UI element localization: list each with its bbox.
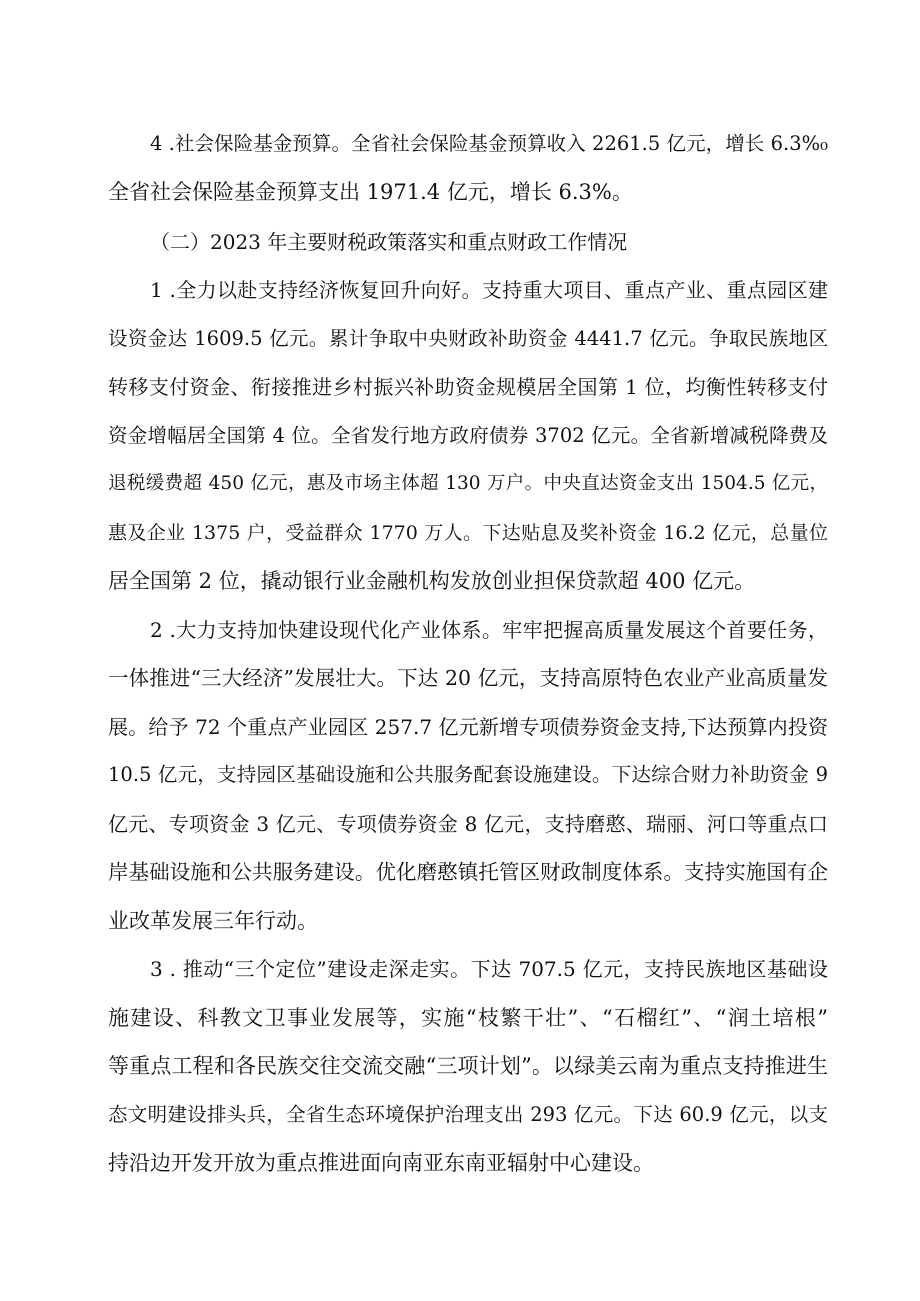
item1-line-1: 1 .全力以赴支持经济恢复回升向好。支持重大项目、重点产业、重点园区建 [150,278,828,302]
item3-line-1: 3 . 推动“三个定位”建设走深走实。下达 707.5 亿元，支持民族地区基础设 [150,957,828,981]
item1-line-7: 居全国第 2 位，撬动银行业金融机构发放创业担保贷款超 400 亿元。 [108,569,756,593]
item3-line-2: 施建设、科教文卫事业发展等，实施“枝繁干壮”、“石榴红”、“润土培根” [108,1006,828,1030]
item1-line-3: 转移支付资金、衔接推进乡村振兴补助资金规模居全国第 1 位，均衡性转移支付 [108,375,828,399]
item2-line-1: 2 .大力支持加快建设现代化产业体系。牢牢把握高质量发展这个首要任务， [150,618,828,642]
item2-line-7: 业改革发展三年行动。 [108,909,318,933]
section-heading: （二）2023 年主要财税政策落实和重点财政工作情况 [150,230,628,254]
item3-line-4: 态文明建设排头兵，全省生态环境保护治理支出 293 亿元。下达 60.9 亿元，以支 [108,1103,828,1126]
item1-line-2: 设资金达 1609.5 亿元。累计争取中央财政补助资金 4441.7 亿元。争取民族地区 [108,327,828,350]
item2-line-6: 岸基础设施和公共服务建设。优化磨憨镇托管区财政制度体系。支持实施国有企 [108,860,828,884]
item3-line-3: 等重点工程和各民族交往交流交融“三项计划”。以绿美云南为重点支持推进生 [108,1054,828,1078]
item1-line-5: 退税缓费超 450 亿元，惠及市场主体超 130 万户。中央直达资金支出 1504.5 亿元， [108,473,828,494]
item2-line-5: 亿元、专项资金 3 亿元、专项债券资金 8 亿元，支持磨憨、瑞丽、河口等重点口 [108,812,828,836]
item1-line-4: 资金增幅居全国第 4 位。全省发行地方政府债券 3702 亿元。全省新增减税降费及 [108,424,828,447]
item2-line-2: 一体推进“三大经济”发展壮大。下达 20 亿元，支持高原特色农业产业高质量发 [108,666,828,690]
item2-line-3: 展。给予 72 个重点产业园区 257.7 亿元新增专项债券资金支持,下达预算内投资 [108,715,828,739]
para4-line-1: 4 .社会保险基金预算。全省社会保险基金预算收入 2261.5 亿元，增长 6.3%₀ [150,132,828,155]
item2-line-4: 10.5 亿元，支持园区基础设施和公共服务配套设施建设。下达综合财力补助资金 9 [108,763,828,786]
item3-line-5: 持沿边开发开放为重点推进面向南亚东南亚辐射中心建设。 [108,1151,654,1175]
para4-line-2: 全省社会保险基金预算支出 1971.4 亿元，增长 6.3%。 [108,180,633,204]
item1-line-6: 惠及企业 1375 户，受益群众 1770 万人。下达贴息及奖补资金 16.2 亿元，总量位 [108,522,828,544]
